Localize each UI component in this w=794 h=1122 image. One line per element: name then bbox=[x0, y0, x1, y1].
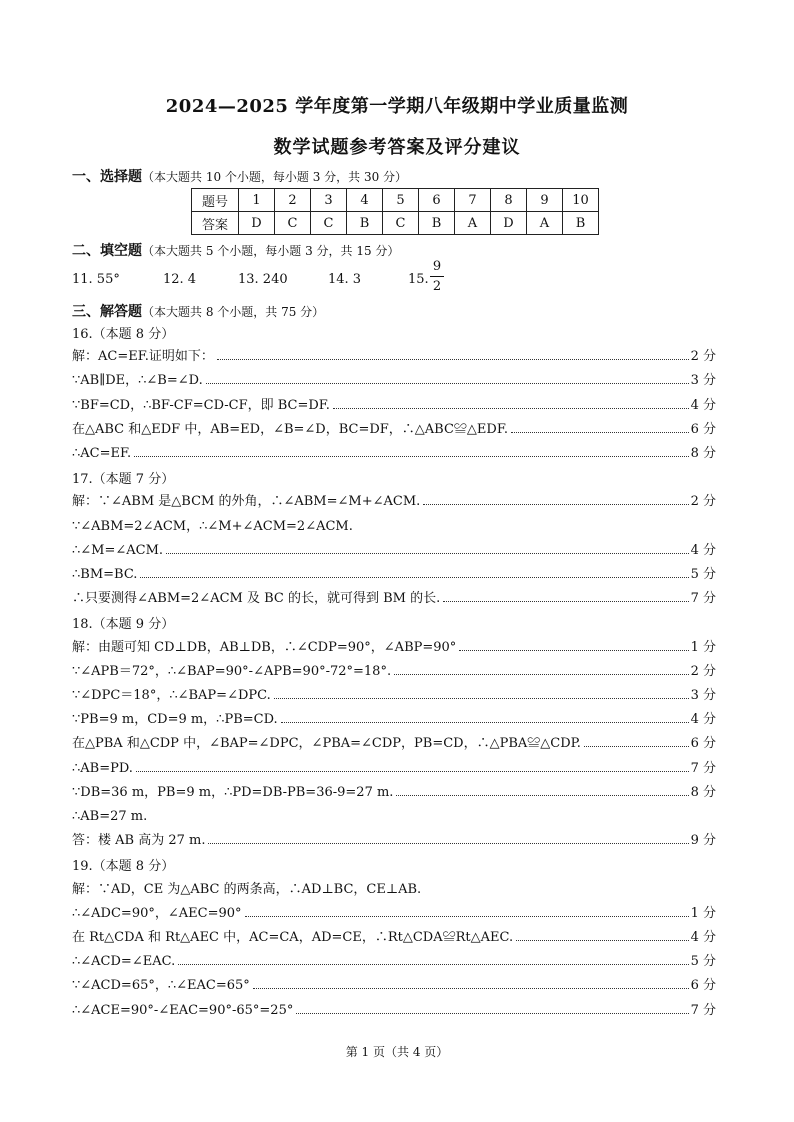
table-cell: 4 bbox=[347, 189, 383, 212]
score-label: 3 分 bbox=[690, 373, 716, 388]
dotted-leader bbox=[206, 383, 689, 384]
solution-line bbox=[72, 758, 716, 776]
solution-text: ∴∠ACD=∠EAC. bbox=[72, 954, 176, 969]
table-cell: 10 bbox=[563, 189, 599, 212]
solution-line bbox=[72, 540, 716, 558]
solution-line bbox=[72, 951, 716, 969]
solution-text: 答：楼 AB 高为 27 m. bbox=[72, 833, 206, 848]
fill-answer-14: 14. 3 bbox=[328, 272, 362, 287]
fraction-denominator: 2 bbox=[432, 279, 442, 294]
solution-text: ∵DB=36 m，PB=9 m，∴PD=DB-PB=36-9=27 m. bbox=[72, 785, 394, 800]
dotted-leader bbox=[134, 456, 688, 457]
table-cell: 2 bbox=[275, 189, 311, 212]
solution-text: ∴AB=27 m. bbox=[72, 809, 148, 824]
score-label: 1 分 bbox=[690, 640, 716, 655]
table-cell: 9 bbox=[527, 189, 563, 212]
table-cell: 1 bbox=[239, 189, 275, 212]
solution-text: ∵AB∥DE，∴∠B=∠D. bbox=[72, 373, 203, 388]
page-footer: 第 1 页（共 4 页） bbox=[345, 1045, 449, 1059]
question-header: 19.（本题 8 分） bbox=[72, 859, 175, 874]
solution-text: ∵∠ABM=2∠ACM，∴∠M+∠ACM=2∠ACM. bbox=[72, 519, 353, 534]
solution-line bbox=[72, 733, 716, 751]
table-cell: 8 bbox=[491, 189, 527, 212]
solution-line bbox=[72, 782, 716, 800]
dotted-leader bbox=[178, 964, 688, 965]
dotted-leader bbox=[584, 746, 689, 747]
solution-line bbox=[72, 419, 716, 437]
solution-line bbox=[72, 709, 716, 727]
score-label: 4 分 bbox=[690, 712, 716, 727]
score-label: 6 分 bbox=[690, 422, 716, 437]
solution-text: 解：∵∠ABM 是△BCM 的外角，∴∠ABM=∠M+∠ACM. bbox=[72, 494, 421, 509]
dotted-leader bbox=[443, 601, 688, 602]
dotted-leader bbox=[245, 916, 689, 917]
table-cell: A bbox=[527, 212, 563, 235]
solution-text: ∵∠ACD=65°，∴∠EAC=65° bbox=[72, 978, 250, 993]
section-choice-heading bbox=[72, 166, 407, 186]
score-label: 3 分 bbox=[690, 688, 716, 703]
dotted-leader bbox=[166, 553, 689, 554]
score-label: 4 分 bbox=[690, 543, 716, 558]
dotted-leader bbox=[459, 650, 688, 651]
score-label: 4 分 bbox=[690, 930, 716, 945]
score-label: 6 分 bbox=[690, 736, 716, 751]
document-subtitle: 数学试题参考答案及评分建议 bbox=[273, 137, 521, 158]
dotted-leader bbox=[423, 504, 688, 505]
solution-line bbox=[72, 443, 716, 461]
solution-text: ∴∠M=∠ACM. bbox=[72, 543, 164, 558]
dotted-leader bbox=[296, 1013, 688, 1014]
solution-line bbox=[72, 903, 716, 921]
score-label: 7 分 bbox=[690, 1003, 716, 1018]
fill-answer-12: 12. 4 bbox=[163, 272, 197, 287]
score-label: 2 分 bbox=[690, 664, 716, 679]
score-label: 2 分 bbox=[690, 349, 716, 364]
dotted-leader bbox=[516, 940, 688, 941]
table-cell: D bbox=[491, 212, 527, 235]
solution-text: ∴∠ADC=90°，∠AEC=90° bbox=[72, 906, 242, 921]
solution-line bbox=[72, 564, 716, 582]
dotted-leader bbox=[333, 408, 689, 409]
dotted-leader bbox=[274, 698, 689, 699]
dotted-leader bbox=[217, 359, 689, 360]
section-note: （本大题共 8 个小题，共 75 分） bbox=[142, 305, 325, 319]
score-label: 5 分 bbox=[690, 567, 716, 582]
table-cell: B bbox=[347, 212, 383, 235]
solution-line bbox=[72, 637, 716, 655]
table-header-cell: 答案 bbox=[192, 212, 239, 235]
solution-line bbox=[72, 346, 716, 364]
table-row-answers bbox=[192, 212, 599, 235]
score-label: 5 分 bbox=[690, 954, 716, 969]
section-note: （本大题共 5 个小题，每小题 3 分，共 15 分） bbox=[142, 244, 400, 258]
dotted-leader bbox=[511, 432, 689, 433]
table-header-cell: 题号 bbox=[192, 189, 239, 212]
solution-text: ∴AB=PD. bbox=[72, 761, 133, 776]
score-label: 7 分 bbox=[690, 761, 716, 776]
dotted-leader bbox=[281, 722, 689, 723]
choice-answer-table bbox=[191, 188, 599, 235]
score-label: 6 分 bbox=[690, 978, 716, 993]
question-header: 16.（本题 8 分） bbox=[72, 327, 175, 342]
solution-line bbox=[72, 588, 716, 606]
solution-line bbox=[72, 685, 716, 703]
solution-line bbox=[72, 830, 716, 848]
fill-answer-11: 11. 55° bbox=[72, 272, 120, 287]
score-label: 9 分 bbox=[690, 833, 716, 848]
section-note: （本大题共 10 个小题，每小题 3 分，共 30 分） bbox=[142, 170, 408, 184]
table-cell: C bbox=[275, 212, 311, 235]
fill-answer-15-label: 15. bbox=[408, 272, 429, 287]
dotted-leader bbox=[253, 988, 689, 989]
table-cell: 6 bbox=[419, 189, 455, 212]
section-fill-heading bbox=[72, 240, 399, 260]
solution-line bbox=[72, 395, 716, 413]
solution-line bbox=[72, 975, 716, 993]
fraction-bar bbox=[430, 276, 444, 277]
score-label: 8 分 bbox=[690, 785, 716, 800]
solution-line bbox=[72, 491, 716, 509]
solution-line bbox=[72, 370, 716, 388]
solution-line bbox=[72, 1000, 716, 1018]
table-cell: B bbox=[563, 212, 599, 235]
score-label: 2 分 bbox=[690, 494, 716, 509]
solution-line bbox=[72, 661, 716, 679]
dotted-leader bbox=[396, 795, 688, 796]
solution-line bbox=[72, 806, 716, 824]
solution-text: ∵BF=CD，∴BF-CF=CD-CF，即 BC=DF. bbox=[72, 398, 330, 413]
document-title: 2024—2025 学年度第一学期八年级期中学业质量监测 bbox=[165, 96, 629, 117]
question-header: 18.（本题 9 分） bbox=[72, 617, 175, 632]
solution-text: 解：由题可知 CD⊥DB，AB⊥DB，∴∠CDP=90°，∠ABP=90° bbox=[72, 640, 457, 655]
section-solution-heading bbox=[72, 301, 324, 321]
table-cell: B bbox=[419, 212, 455, 235]
solution-text: ∴AC=EF. bbox=[72, 446, 132, 461]
solution-text: 在 Rt△CDA 和 Rt△AEC 中，AC=CA，AD=CE，∴Rt△CDA≌Rt△AEC. bbox=[72, 930, 514, 945]
solution-text: ∴BM=BC. bbox=[72, 567, 138, 582]
dotted-leader bbox=[136, 771, 689, 772]
solution-text: ∴只要测得∠ABM=2∠ACM 及 BC 的长，就可得到 BM 的长. bbox=[72, 591, 441, 606]
solution-text: 解：∵AD，CE 为△ABC 的两条高，∴AD⊥BC，CE⊥AB. bbox=[72, 882, 422, 897]
dotted-leader bbox=[394, 674, 689, 675]
score-label: 4 分 bbox=[690, 398, 716, 413]
table-cell: C bbox=[383, 212, 419, 235]
solution-line bbox=[72, 516, 716, 534]
score-label: 1 分 bbox=[690, 906, 716, 921]
table-cell: 3 bbox=[311, 189, 347, 212]
solution-text: ∵∠APB＝72°，∴∠BAP=90°-∠APB=90°-72°=18°. bbox=[72, 664, 392, 679]
fill-answer-13: 13. 240 bbox=[238, 272, 288, 287]
fraction-nine-halves bbox=[430, 259, 444, 294]
table-cell: 7 bbox=[455, 189, 491, 212]
table-cell: A bbox=[455, 212, 491, 235]
solution-line bbox=[72, 879, 716, 897]
fraction-numerator: 9 bbox=[432, 259, 442, 274]
solution-text: 在△PBA 和△CDP 中，∠BAP=∠DPC，∠PBA=∠CDP，PB=CD，∴△PBA≌△CDP. bbox=[72, 736, 581, 751]
section-title: 三、解答题 bbox=[72, 304, 142, 320]
section-title: 二、填空题 bbox=[72, 243, 142, 259]
solution-line bbox=[72, 927, 716, 945]
table-cell: D bbox=[239, 212, 275, 235]
solution-text: 解：AC=EF.证明如下： bbox=[72, 349, 214, 364]
solution-text: ∵PB=9 m，CD=9 m，∴PB=CD. bbox=[72, 712, 278, 727]
dotted-leader bbox=[140, 577, 688, 578]
question-header: 17.（本题 7 分） bbox=[72, 472, 175, 487]
section-title: 一、选择题 bbox=[72, 169, 142, 185]
table-cell: C bbox=[311, 212, 347, 235]
solution-text: ∴∠ACE=90°-∠EAC=90°-65°=25° bbox=[72, 1003, 294, 1018]
table-row-numbers bbox=[192, 189, 599, 212]
score-label: 8 分 bbox=[690, 446, 716, 461]
score-label: 7 分 bbox=[690, 591, 716, 606]
table-cell: 5 bbox=[383, 189, 419, 212]
solution-text: ∵∠DPC＝18°，∴∠BAP=∠DPC. bbox=[72, 688, 271, 703]
solution-text: 在△ABC 和△EDF 中，AB=ED，∠B=∠D，BC=DF，∴△ABC≌△EDF. bbox=[72, 422, 508, 437]
dotted-leader bbox=[208, 843, 688, 844]
